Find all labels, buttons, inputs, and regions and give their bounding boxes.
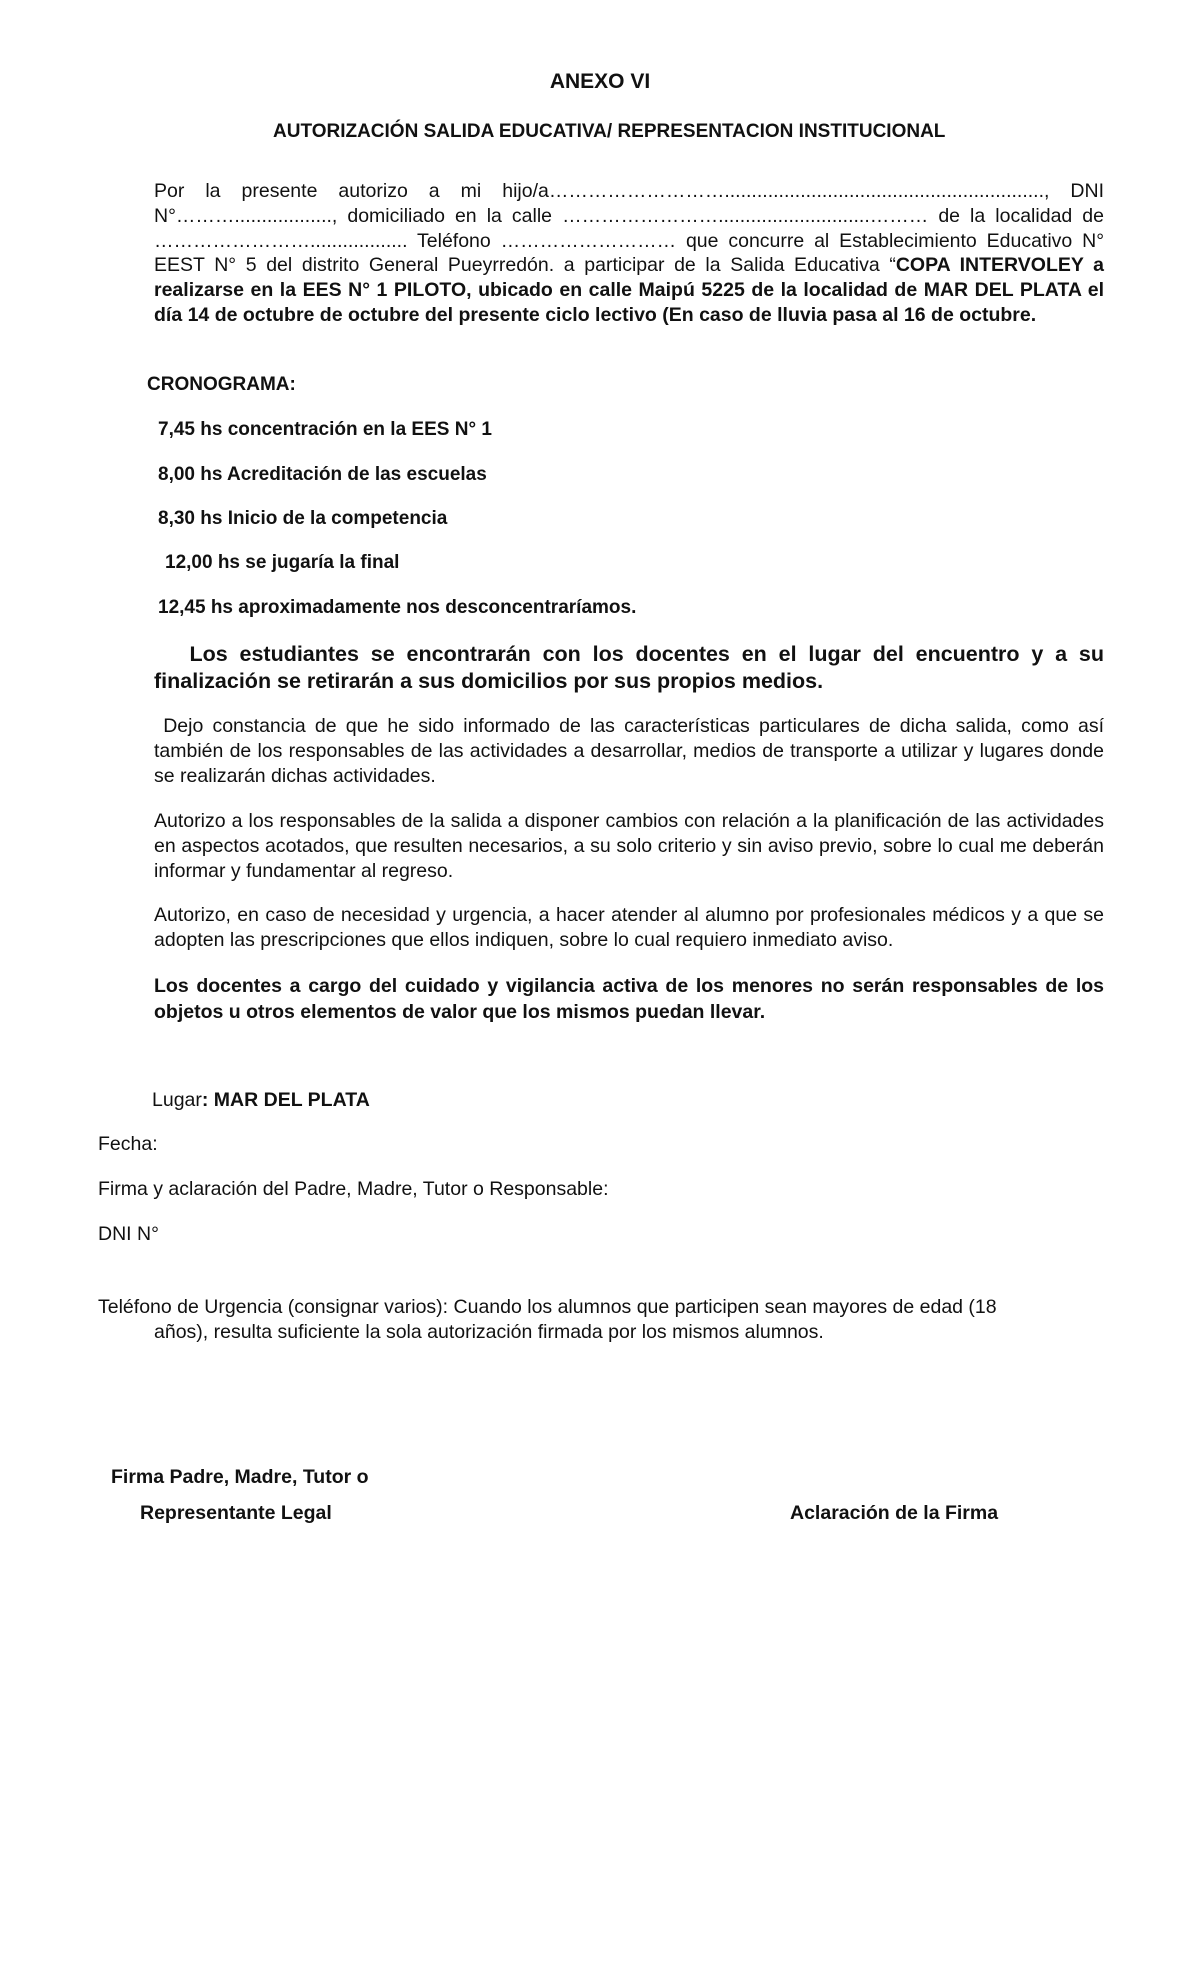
signature-right: Aclaración de la Firma <box>790 1502 999 1524</box>
fecha-field: Fecha: <box>98 1133 158 1155</box>
signature-left-line1: Firma Padre, Madre, Tutor o <box>111 1466 369 1488</box>
document-subtitle: AUTORIZACIÓN SALIDA EDUCATIVA/ REPRESENTACION INSTITUCIONAL <box>273 121 946 142</box>
paragraph-cambios: Autorizo a los responsables de la salida a disponer cambios con relación a la planificación de las actividades en aspectos acotados, que resulten necesarios, a su solo criterio y sin aviso previo, sobre lo cual me deberán informar y fundamentar al regreso. <box>154 810 1104 882</box>
paragraph-constancia <box>154 714 1104 789</box>
lugar-value: : MAR DEL PLATA <box>201 1089 370 1111</box>
document-title: ANEXO VI <box>549 70 651 93</box>
urgency-first-line: Teléfono de Urgencia (consignar varios): Cuando los alumnos que participen sean mayores de edad (18 <box>98 1296 997 1318</box>
firma-field: Firma y aclaración del Padre, Madre, Tutor o Responsable: <box>98 1178 609 1200</box>
paragraph-urgencia-medica: Autorizo, en caso de necesidad y urgencia, a hacer atender al alumno por profesionales médicos y a que se adopten las prescripciones que ellos indiquen, sobre lo cual requiero inmediato aviso. <box>154 904 1104 951</box>
cronograma-item: 8,30 hs Inicio de la competencia <box>158 508 448 529</box>
cronograma-item: 7,45 hs concentración en la EES N° 1 <box>158 419 492 440</box>
responsabilidad-paragraph: Los docentes a cargo del cuidado y vigilancia activa de los menores no serán responsables de los objetos u otros elementos de valor que los mismos puedan llevar. <box>154 975 1104 1023</box>
cronograma-title: CRONOGRAMA: <box>147 374 296 395</box>
lugar-field <box>152 1089 370 1112</box>
paragraph-text: Dejo constancia de que he sido informado de las características particulares de dicha salida, como así también de los responsables de las actividades a desarrollar, medios de transporte a utilizar y lugares donde se realizarán dichas actividades. <box>154 715 1105 787</box>
telefono-urgencia-paragraph <box>98 1295 1104 1345</box>
notice-text: Los estudiantes se encontrarán con los docentes en el lugar del encuentro y a su finalización se retirarán a sus domicilios por sus propios medios. <box>154 642 1104 693</box>
cronograma-item: 12,00 hs se jugaría la final <box>165 552 400 573</box>
cronograma-item: 8,00 hs Acreditación de las escuelas <box>158 464 487 485</box>
notice-paragraph <box>154 641 1104 695</box>
signature-left-line2: Representante Legal <box>140 1502 332 1524</box>
intro-bold-text: COPA INTERVOLEY a realizarse en la EES N° 1 PILOTO, ubicado en calle Maipú 5225 de la localidad de MAR DEL PLATA el día 14 de octubre de octubre del presente ciclo lectivo (En caso de lluvia pasa al 16 de octubre. <box>154 254 1104 326</box>
intro-paragraph <box>154 179 1104 328</box>
urgency-rest: años), resulta suficiente la sola autorización firmada por los mismos alumnos. <box>154 1321 824 1343</box>
dni-field: DNI N° <box>98 1223 159 1245</box>
cronograma-item: 12,45 hs aproximadamente nos desconcentraríamos. <box>158 597 637 618</box>
intro-text: Por la presente autorizo a mi hijo/a………………………..........................................................., DNI N°……….................., domiciliado en la calle ……………………............................……… de la localidad de …………………….................. Teléfono ……………………… que concurre al Establecimiento Educativo N° EEST N° 5 del distrito General Pueyrredón. a participar de la Salida Educativa “ <box>154 180 1104 277</box>
lugar-label: Lugar <box>152 1089 202 1111</box>
